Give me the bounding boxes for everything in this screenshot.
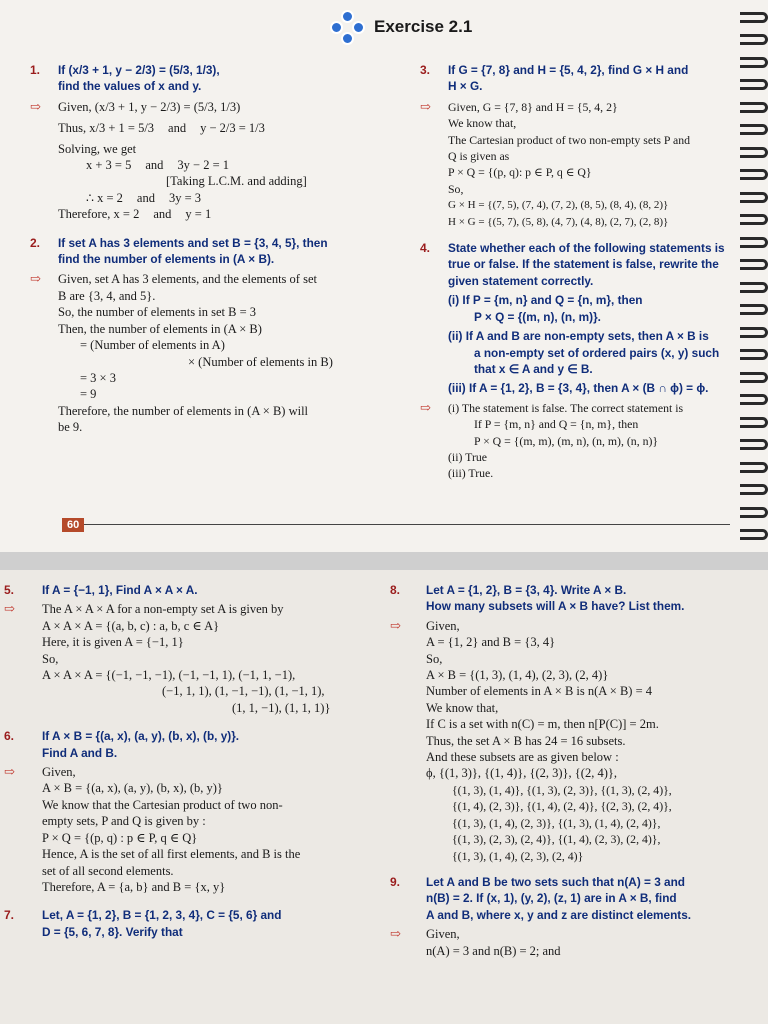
answer-line: Given, set A has 3 elements, and the elements of set	[58, 272, 317, 287]
answer-line: {(1, 3), (1, 4), (2, 3), (2, 4)}	[452, 848, 584, 863]
answer-line: We know that,	[426, 700, 499, 715]
answer-line: y = 1	[185, 207, 212, 222]
textbook-page-bottom	[0, 570, 768, 1024]
question-text: Let A and B be two sets such that n(A) = 3 and	[426, 874, 686, 889]
answer-line: If C is a set with n(C) = m, then n[P(C)] = 2m.	[426, 717, 659, 732]
answer-arrow-icon: ⇨	[390, 926, 401, 942]
question-text: D = {5, 6, 7, 8}. Verify that	[42, 924, 183, 939]
answer-arrow-icon: ⇨	[30, 98, 41, 114]
answer-line: Given, G = {7, 8} and H = {5, 4, 2}	[448, 99, 618, 114]
question-text: If set A has 3 elements and set B = {3, 4, 5}, then	[58, 235, 328, 250]
answer-line: (ii) True	[448, 449, 488, 464]
question-number: 5.	[4, 583, 15, 597]
answer-line: 3y = 3	[168, 190, 202, 205]
answer-line: Given,	[426, 927, 460, 942]
question-text: A and B, where x, y and z are distinct elements.	[426, 907, 692, 922]
answer-line: set of all second elements.	[42, 863, 174, 878]
answer-line: Number of elements in A × B is n(A × B) = 4	[426, 684, 652, 699]
answer-line: x + 3 = 5	[86, 158, 132, 173]
answer-line: [Taking L.C.M. and adding]	[166, 174, 307, 189]
answer-line: Thus, x/3 + 1 = 5/3	[58, 121, 155, 136]
answer-line: Given, (x/3 + 1, y − 2/3) = (5/3, 1/3)	[58, 99, 241, 114]
answer-line: Therefore, the number of elements in (A × B) will	[58, 403, 309, 418]
question-number: 2.	[30, 235, 41, 250]
answer-line: The Cartesian product of two non-empty sets P and	[448, 132, 691, 147]
answer-line: Therefore, A = {a, b} and B = {x, y}	[42, 879, 226, 894]
answer-line: P × Q = {(m, m), (m, n), (n, m), (n, n)}	[474, 433, 659, 448]
answer-line: empty sets, P and Q is given by :	[42, 814, 206, 829]
question-number: 3.	[420, 63, 431, 77]
question-text: a non-empty set of ordered pairs (x, y) such	[474, 345, 720, 360]
question-4	[420, 240, 745, 482]
answer-line: × (Number of elements in B)	[188, 354, 333, 369]
brand-logo-icon	[330, 10, 364, 44]
question-text: find the values of x and y.	[58, 79, 202, 94]
answer-line: If P = {m, n} and Q = {n, m}, then	[474, 417, 639, 432]
answer-line: We know that the Cartesian product of two non-	[42, 797, 283, 812]
answer-line: So, the number of elements in set B = 3	[58, 305, 256, 320]
answer-line: A × A × A = {(a, b, c) : a, b, c ∈ A}	[42, 618, 220, 633]
answer-line: ∴ x = 2	[86, 190, 123, 205]
answer-line: (iii) True.	[448, 466, 494, 481]
question-2	[30, 235, 400, 436]
answer-line: n(A) = 3 and n(B) = 2; and	[426, 943, 561, 958]
answer-line: G × H = {(7, 5), (7, 4), (7, 2), (8, 5), (8, 4), (8, 2)}	[448, 199, 669, 212]
answer-arrow-icon: ⇨	[4, 601, 15, 617]
question-1	[30, 62, 400, 223]
answer-line: and	[145, 158, 164, 173]
answer-line: (1, 1, −1), (1, 1, 1)}	[232, 700, 331, 715]
question-number: 9.	[390, 874, 401, 889]
question-text: P × Q = {(m, n), (n, m)}.	[474, 309, 601, 324]
question-text: true or false. If the statement is false, rewrite the	[448, 257, 719, 272]
question-text: (iii) If A = {1, 2}, B = {3, 4}, then A × (B ∩ ϕ) = ϕ.	[448, 381, 709, 396]
answer-line: Solving, we get	[58, 141, 137, 156]
answer-line: P × Q = {(p, q): p ∈ P, q ∈ Q}	[448, 165, 592, 180]
answer-arrow-icon: ⇨	[390, 617, 401, 633]
answer-line: Thus, the set A × B has 24 = 16 subsets.	[426, 733, 626, 748]
question-text: find the number of elements in (A × B).	[58, 252, 275, 267]
answer-line: So,	[42, 651, 59, 666]
answer-line: H × G = {(5, 7), (5, 8), (4, 7), (4, 8), (2, 7), (2, 8)}	[448, 215, 669, 228]
answer-line: We know that,	[448, 116, 517, 131]
answer-line: be 9.	[58, 420, 83, 435]
answer-line: (−1, 1, 1), (1, −1, −1), (1, −1, 1),	[162, 684, 325, 699]
right-column	[390, 582, 762, 965]
question-text: (i) If P = {m, n} and Q = {n, m}, then	[448, 293, 643, 308]
question-text: If G = {7, 8} and H = {5, 4, 2}, find G × H and	[448, 63, 689, 77]
answer-line: And these subsets are as given below :	[426, 750, 619, 765]
answer-line: {(1, 3), (1, 4)}, {(1, 3), (2, 3)}, {(1, 3), (2, 4)},	[452, 782, 672, 797]
answer-line: = (Number of elements in A)	[80, 338, 225, 353]
question-text: H × G.	[448, 79, 483, 94]
question-text: (ii) If A and B are non-empty sets, then A × B is	[448, 329, 709, 344]
question-number: 1.	[30, 63, 41, 77]
answer-arrow-icon: ⇨	[420, 399, 431, 415]
left-column	[30, 62, 400, 442]
question-text: Let A = {1, 2}, B = {3, 4}. Write A × B.	[426, 583, 627, 597]
left-column	[4, 582, 384, 946]
answer-line: ϕ, {(1, 3)}, {(1, 4)}, {(2, 3)}, {(2, 4)},	[426, 766, 618, 781]
answer-arrow-icon: ⇨	[30, 271, 41, 287]
answer-line: {(1, 4), (2, 3)}, {(1, 4), (2, 4)}, {(2, 3), (2, 4)},	[452, 799, 672, 814]
question-number: 7.	[4, 908, 15, 923]
answer-line: 3y − 2 = 1	[177, 158, 230, 173]
answer-line: {(1, 3), (2, 3), (2, 4)}, {(1, 4), (2, 3), (2, 4)},	[452, 832, 661, 847]
question-6	[4, 728, 384, 895]
answer-line: and	[168, 121, 187, 136]
answer-line: {(1, 3), (1, 4), (2, 3)}, {(1, 3), (1, 4), (2, 4)},	[452, 815, 661, 830]
answer-line: A = {1, 2} and B = {3, 4}	[426, 635, 556, 650]
answer-line: = 9	[80, 387, 97, 402]
question-number: 4.	[420, 241, 431, 256]
right-column	[420, 62, 745, 488]
page-number-badge: 60	[62, 518, 84, 532]
answer-line: A × B = {(a, x), (a, y), (b, x), (b, y)}	[42, 781, 223, 796]
answer-arrow-icon: ⇨	[420, 98, 431, 114]
question-text: If A × B = {(a, x), (a, y), (b, x), (b, y)}.	[42, 729, 240, 744]
question-text: n(B) = 2. If (x, 1), (y, 2), (z, 1) are in A × B, find	[426, 891, 677, 906]
question-7	[4, 907, 384, 940]
answer-line: Q is given as	[448, 149, 510, 164]
question-text: given statement correctly.	[448, 273, 594, 288]
answer-line: B are {3, 4, and 5}.	[58, 288, 156, 303]
answer-arrow-icon: ⇨	[4, 764, 15, 780]
question-number: 6.	[4, 729, 15, 744]
page-divider	[80, 524, 730, 525]
answer-line: Hence, A is the set of all first elements, and B is the	[42, 847, 301, 862]
question-text: Find A and B.	[42, 745, 118, 760]
answer-line: y − 2/3 = 1/3	[200, 121, 265, 136]
exercise-title: Exercise 2.1	[374, 17, 473, 36]
answer-line: The A × A × A for a non-empty set A is given by	[42, 602, 284, 617]
answer-line: P × Q = {(p, q) : p ∈ P, q ∈ Q}	[42, 830, 198, 845]
answer-line: So,	[448, 181, 464, 196]
answer-line: and	[136, 190, 155, 205]
answer-line: Here, it is given A = {−1, 1}	[42, 635, 184, 650]
answer-line: Given,	[426, 618, 460, 633]
question-3	[420, 62, 745, 230]
answer-line: (i) The statement is false. The correct statement is	[448, 400, 684, 415]
question-number: 8.	[390, 583, 401, 597]
answer-line: Then, the number of elements in (A × B)	[58, 321, 262, 336]
answer-line: = 3 × 3	[80, 370, 116, 385]
spiral-binding	[734, 0, 768, 552]
answer-line: So,	[426, 651, 443, 666]
answer-line: and	[153, 207, 172, 222]
question-text: State whether each of the following statements is	[448, 241, 725, 256]
question-text: that x ∈ A and y ∈ B.	[474, 361, 593, 376]
question-8	[390, 582, 762, 864]
question-text: If A = {−1, 1}, Find A × A × A.	[42, 583, 198, 597]
exercise-header	[330, 10, 472, 44]
question-text: Let, A = {1, 2}, B = {1, 2, 3, 4}, C = {5, 6} and	[42, 908, 282, 923]
question-5	[4, 582, 384, 716]
question-text: How many subsets will A × B have? List them.	[426, 599, 685, 614]
answer-line: Therefore, x = 2	[58, 207, 140, 222]
answer-line: A × A × A = {(−1, −1, −1), (−1, −1, 1), (−1, 1, −1),	[42, 668, 296, 683]
question-text: If (x/3 + 1, y − 2/3) = (5/3, 1/3),	[58, 63, 220, 77]
answer-line: Given,	[42, 765, 76, 780]
question-9	[390, 874, 762, 959]
answer-line: A × B = {(1, 3), (1, 4), (2, 3), (2, 4)}	[426, 668, 609, 683]
